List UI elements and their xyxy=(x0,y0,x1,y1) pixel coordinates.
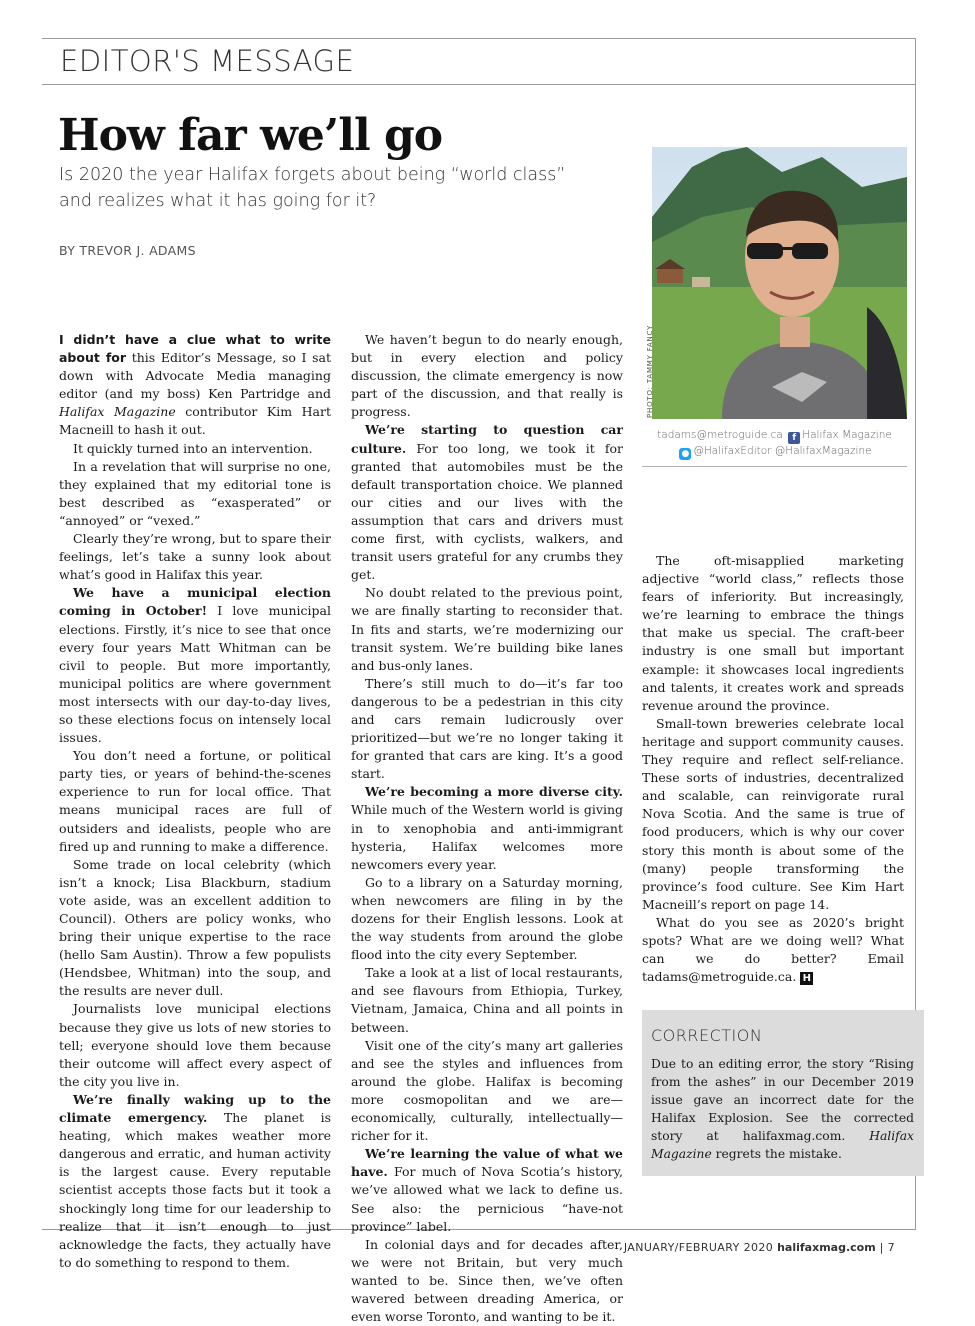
lead-in: I didn’t have a clue what to write about for xyxy=(59,332,331,366)
text: regrets the mistake. xyxy=(711,1147,842,1162)
facebook-icon: f xyxy=(788,432,800,444)
paragraph: Clearly they’re wrong, but to spare their feelings, let’s take a sunny look about what’s good in Halifax this year. xyxy=(59,531,331,583)
dek-line-1: Is 2020 the year Halifax forgets about being “world class” xyxy=(59,165,566,185)
paragraph: Go to a library on a Saturday morning, when newcomers are filing in by the dozens for their English lessons. Look at the way students from around the globe flood into the city every September. xyxy=(351,874,623,963)
magazine-name: Halifax Magazine xyxy=(59,404,176,420)
text: Due to an editing error, the story “Rising from the ashes” in our December 2019 issue gave an incorrect date for the Halifax Explosion. See the corrected story at halifaxmag.com. xyxy=(651,1057,914,1144)
facebook-link[interactable]: Halifax Magazine xyxy=(802,429,892,441)
page-footer xyxy=(624,1241,895,1254)
site-link[interactable]: halifaxmag.com xyxy=(777,1241,876,1254)
photo-credit: PHOTO: TAMMY FANCY xyxy=(646,324,654,418)
paragraph: In colonial days and for decades after, we were not Britain, but very much wanted to be. Since then, we’ve often wavered between dreading America, or even worse Toronto, and wanting to be it. xyxy=(351,1236,623,1325)
section-rule xyxy=(42,84,916,85)
text: For too long, we took it for granted that automobiles must be the default transportation choice. We planned our cities and our lives with the assumption that cars and drivers must come first, with cyclists, walkers, and transit users grateful for any crumbs they get. xyxy=(351,440,623,583)
twitter-handles[interactable]: @HalifaxEditor @HalifaxMagazine xyxy=(693,445,872,457)
end-mark-icon: H xyxy=(800,972,813,985)
paragraph xyxy=(59,1091,331,1272)
page-number: 7 xyxy=(887,1241,895,1254)
paragraph: You don’t need a fortune, or political party ties, or years of behind-the-scenes experience to run for local office. That means municipal races are full of outsiders and idealists, people who are fired up and running to make a difference. xyxy=(59,748,331,854)
magazine-name: Halifax Magazine xyxy=(651,1129,914,1162)
email-link[interactable]: tadams@metroguide.ca xyxy=(657,429,783,441)
paragraph: Some trade on local celebrity (which isn’t a knock; Lisa Blackburn, stadium vote aside, was an excellent addition to Council). Others are policy wonks, who bring their unique expertise to the race (hello Sam Austin). Throw a few populists (Hendsbee, Whitman) into the soup, and the results are never dull. xyxy=(59,856,331,999)
paragraph: In a revelation that will surprise no one, they explained that my editorial tone is best described as “exasperated” or “annoyed” or “vexed.” xyxy=(59,458,331,528)
text: For much of Nova Scotia’s history, we’ve allowed what we lack to define us. See also: the pernicious “have-not province” label. xyxy=(351,1164,623,1234)
lead-in: We’re finally waking up to the climate emergency. xyxy=(59,1091,331,1126)
text: The planet is heating, which makes weather more dangerous and erratic, and human activity is the largest cause. Every reputable scientist accepts those facts but it took a shockingly long time for our leadership to realize that it isn’t enough to just acknowledge the facts, they actually have to do something to respond to them. xyxy=(59,1110,331,1270)
headline: How far we’ll go xyxy=(58,110,443,161)
text: contributor Kim Hart Macneill to hash it out. xyxy=(59,404,331,438)
correction-title: CORRECTION xyxy=(651,1026,763,1045)
issue-date: JANUARY/FEBRUARY 2020 xyxy=(623,1241,774,1254)
column-2 xyxy=(351,331,623,1326)
paragraph xyxy=(351,421,623,584)
paragraph xyxy=(59,331,331,440)
paragraph: Take a look at a list of local restaurants, and see flavours from Ethiopia, Turkey, Vietnam, Jamaica, China and all points in between. xyxy=(351,965,623,1035)
contact-line-2 xyxy=(642,444,907,460)
paragraph: We haven’t begun to do nearly enough, but in every election and policy discussion, the climate emergency is now part of the discussion, and that really is progress. xyxy=(351,332,623,420)
column-1 xyxy=(59,331,331,1272)
paragraph: Journalists love municipal elections because they give us lots of new stories to tell; everyone should love them because their outcome will affect every aspect of the city you live in. xyxy=(59,1001,331,1089)
paragraph: Small-town breweries celebrate local heritage and support community causes. They require and reflect self-reliance. These sorts of industries, decentralized and scalable, can reinvigorate rural Nova Scotia. And the same is true of food producers, which is why our cover story this month is about some of the (many) people transforming the province’s food culture. See Kim Hart Macneill’s report on page 14. xyxy=(642,715,904,912)
section-label: EDITOR'S MESSAGE xyxy=(60,44,355,78)
byline: BY TREVOR J. ADAMS xyxy=(59,243,196,258)
text: What do you see as 2020’s bright spots? What are we doing well? What can we do better? Email tadams@metroguide.ca. xyxy=(642,914,904,985)
paragraph xyxy=(351,1145,623,1235)
contact-line-1 xyxy=(642,428,907,444)
paragraph: There’s still much to do—it’s far too dangerous to be a pedestrian in this city and cars remain ludicrously over prioritized—but we’re no longer taking it for granted that cars are king. It’s a good start. xyxy=(351,675,623,782)
correction-box xyxy=(642,1010,924,1176)
text: this Editor’s Message, so I sat down with Advocate Media managing editor (and my boss) Ken Partridge and xyxy=(59,350,332,402)
footer-separator: | xyxy=(879,1241,884,1254)
lead-in: We have a municipal election coming in October! xyxy=(59,585,331,619)
contact-info xyxy=(642,428,907,467)
paragraph xyxy=(642,914,904,986)
column-3 xyxy=(642,552,904,986)
paragraph xyxy=(59,584,331,747)
dek-line-2: and realizes what it has going for it? xyxy=(59,191,377,211)
text: While much of the Western world is giving in to xenophobia and anti-immigrant hysteria, Halifax welcomes more newcomers every year. xyxy=(351,802,623,872)
twitter-icon: ● xyxy=(679,448,691,460)
correction-text xyxy=(651,1055,914,1164)
lead-in: We’re starting to question car culture. xyxy=(351,422,623,456)
paragraph: No doubt related to the previous point, we are finally starting to reconsider that. In fits and starts, we’re modernizing our transit system. We’re building bike lanes and bus-only lanes. xyxy=(351,585,623,673)
dek xyxy=(59,162,619,214)
paragraph: The oft-misapplied marketing adjective “world class,” reflects those fears of inferiority. But increasingly, we’re learning to embrace the things that make us special. The craft-beer industry is one small but important example: it showcases local ingredients and talents, it creates work and spreads revenue around the province. xyxy=(642,553,904,713)
paragraph: It quickly turned into an intervention. xyxy=(73,440,313,456)
lead-in: We’re learning the value of what we have. xyxy=(351,1146,623,1180)
lead-in: We’re becoming a more diverse city. xyxy=(365,784,623,800)
paragraph: Visit one of the city’s many art galleries and see the styles and influences from around the globe. Halifax is becoming more cosmopolitan and we are—economically, culturally, intellectually—richer for it. xyxy=(351,1037,623,1144)
paragraph xyxy=(351,783,623,873)
author-portrait-image xyxy=(652,147,907,419)
text: I love municipal elections. Firstly, it’s nice to see that once every four years Matt Whitman can be civil to people. But more importantly, municipal politics are where government most intersects with our day-to-day lives, so these elections focus on intensely local issues. xyxy=(59,603,331,746)
author-photo xyxy=(652,147,907,419)
